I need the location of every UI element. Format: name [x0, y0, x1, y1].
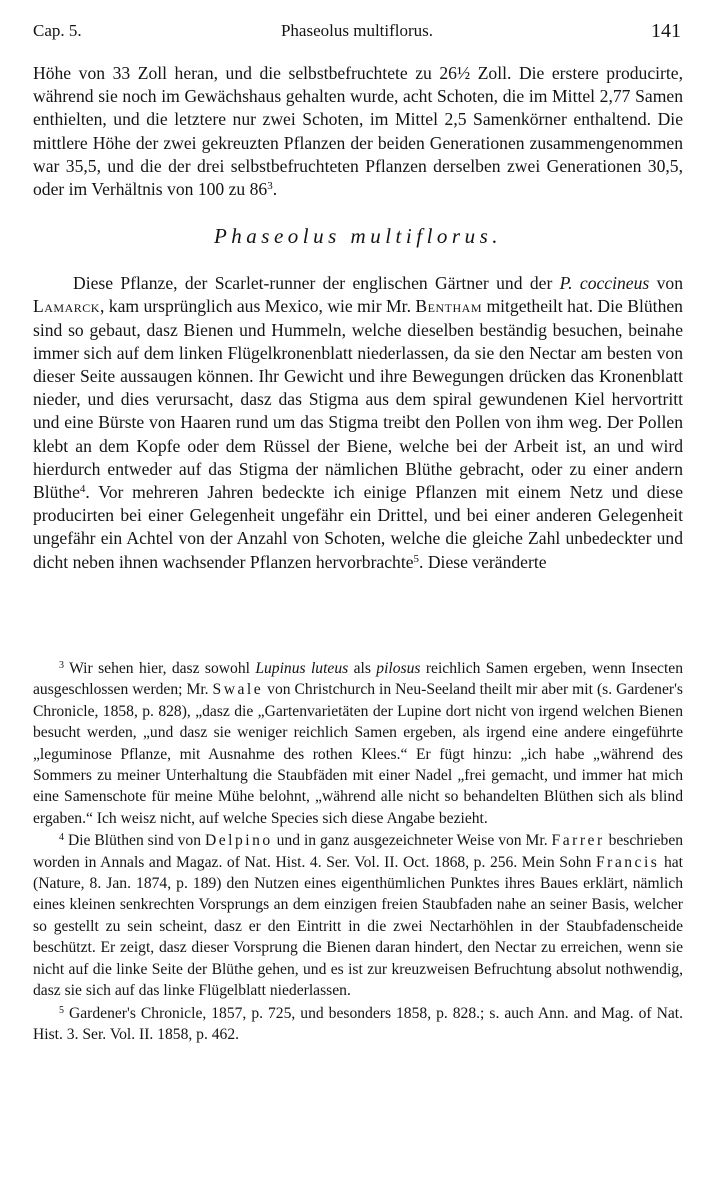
- continuation-paragraph: Höhe von 33 Zoll heran, und die selbstbefruchtete zu 26½ Zoll. Die erstere producirte, während sie noch im Gewächshaus gehalten wurde, acht Schoten, die im Mittel 2,77 Samen enthielten, und die letztere nur zwei Schoten, im Mittel 2,5 Samenkörner enthaltend. Die mittlere Höhe der zwei gekreuzten Pflanzen der beiden Generationen zusammengenommen war 35,5, und die der drei selbstbefruchteten Pflanzen derselben zwei Generationen 30,5, oder im Verhältnis von 100 zu $86^3$.: [33, 63, 683, 200]
- running-header: [33, 16, 681, 46]
- person-name: Farrer: [551, 832, 605, 850]
- person-name: Delpino: [204, 832, 273, 850]
- footnote-text: Gardener's Chronicle, 1857, p. 725, und besonders 1858, p. 828.; s. auch Ann. and Mag. of Nat. Hist. 3. Ser. Vol. II. 1858, p. 462.: [33, 1004, 683, 1043]
- footnote-text: beschrieben worden in Annals and Magaz. of Nat. Hist. 4. Ser. Vol. II. Oct. 1868, p. 256. Mein Sohn: [33, 832, 684, 871]
- paragraph-text: , kam ursprünglich aus Mexico, wie mir Mr.: [99, 296, 411, 317]
- paragraph-text: . Diese veränderte: [419, 551, 547, 572]
- paragraph-text: . Vor mehreren Jahren bedeckte ich einige Pflanzen mit einem Netz und diese producirten bei einer Gelegenheit ungefähr ein Drittel, und bei einer anderen Gelegenheit ungefähr ein Achtel von der Anzahl von Schoten, welche die gleiche Zahl unbedeckter und dicht neben ihnen wachsender Pflanzen hervorbrachte: [33, 482, 683, 572]
- main-paragraph: [33, 272, 683, 574]
- paragraph-text: mitgetheilt hat. Die Blüthen sind so gebaut, dasz Bienen und Hummeln, welche dieselben beständig besuchen, beinahe immer sich auf dem linken Flügelkronenblatt niederlassen, da sie den Nectar am besten von dieser Seite aussaugen können. Ihr Gewicht und ihre Bewegungen drücken das Kronenblatt nieder, und dies verursacht, dasz das Stigma aus dem spiral gewundenen Kiel hervortritt und eine Bürste von Haaren rund um das Stigma treibt den Pollen von ihm weg. Der Pollen klebt an dem Kopfe oder dem Rüssel der Biene, welche bei der Arbeit ist, an und wird hierdurch entweder auf das Stigma der nämlichen Blüthe gebracht, oder zu einer andern Blüthe: [33, 296, 683, 503]
- main-text: [33, 62, 683, 574]
- page-number: 141: [651, 20, 681, 42]
- paragraph-text: Diese Pflanze, der Scarlet-runner der englischen Gärtner und der: [73, 273, 553, 294]
- footnote-number: 3: [59, 660, 64, 671]
- running-title: Phaseolus multiflorus.: [280, 21, 434, 40]
- footnotes: [33, 658, 683, 1046]
- species-name: pilosus: [376, 660, 421, 677]
- footnote-text: und in ganz ausgezeichneter Weise von Mr.: [276, 832, 548, 850]
- chapter-label: Cap. 5.: [33, 21, 82, 40]
- footnote-ref-5: 5: [413, 552, 420, 565]
- section-heading: Phaseolus multiflorus.: [213, 224, 502, 249]
- footnote-text: reichlich Samen ergeben, wenn Insecten ausgeschlossen werden; Mr.: [33, 660, 683, 699]
- footnote-text: hat (Nature, 8. Jan. 1874, p. 189) den Nutzen eines eigenthümlichen Punktes ihres Baues erklärt, nämlich eines kleinen senkrechten Vorsprungs an dem einzigen freien Staubfaden nahe an seiner Basis, welcher so gestellt zu sein scheint, dasz er den Eintritt in die zwei Nectarhöhlen in der Staubfadenscheide beschützt. Er zeigt, dasz dieser Vorsprung die Bienen daran hindert, den Nectar zu erreichen, wenn sie nicht auf die linke Seite der Blüthe gehen, und es ist zur kreuzweisen Befruchtung absolut nothwendig, dasz sie sich auf das linke Flügelblatt niederlassen.: [33, 853, 683, 1000]
- footnote-number: 4: [59, 832, 64, 844]
- person-name: Francis: [595, 853, 660, 871]
- footnote-text: Wir sehen hier, dasz sowohl: [69, 660, 250, 677]
- author-name: Lamarck: [33, 296, 100, 317]
- person-name: Swale: [212, 681, 264, 699]
- footnote-text: von Christchurch in Neu-Seeland theilt mir aber mit (s. Gardener's Chronicle, 1858, p. 828), „dasz die „Gartenvarietäten der Lupine dort nicht von irgend welchen Bienen besucht werden, „und dasz sie weniger reichlich Samen ergeben, als irgend eine andere eingeführte „leguminose Pflanze, mit Ausnahme des rothen Klees.“ Er fügt hinzu: „ich habe „während des Sommers zu meiner Unterhaltung die Staubfäden mit einer Nadel „frei gemacht, und immer hat mich eine Samenschote für meine Mühe belohnt, „während alle nicht so behandelten Blüthen sich als blind ergaben.“ Ich weisz nicht, auf welche Species sich diese Angabe bezieht.: [33, 681, 683, 827]
- footnote-text: Die Blüthen sind von: [67, 832, 201, 850]
- footnote-number: 5: [59, 1004, 64, 1016]
- species-name: P. coccineus: [559, 273, 650, 294]
- footnote-4: [33, 830, 683, 1001]
- species-name: Lupinus luteus: [255, 660, 349, 677]
- paragraph-text: von: [656, 273, 683, 294]
- author-name: Bentham: [415, 296, 482, 317]
- footnote-text: als: [353, 660, 371, 677]
- footnote-3: [33, 658, 683, 829]
- footnote-5: [33, 1003, 683, 1046]
- footnote-ref-4: 4: [79, 483, 86, 496]
- footnote-ref-3: 3: [267, 180, 273, 193]
- continuation-text: Höhe von 33 Zoll heran, und die selbstbefruchtete zu 26½ Zoll. Die erstere producirte, während sie noch im Gewächshaus gehalten wurde, acht Schoten, die im Mittel 2,77 Samen enthielten, und die letztere nur zwei Schoten, im Mittel 2,5 Samenkörner enthaltend. Die mittlere Höhe der zwei gekreuzten Pflanzen der beiden Generationen zusammengenommen war 35,5, und die der drei selbstbefruchteten Pflanzen derselben zwei Generationen 30,5, oder im Verhältnis von 100 zu 86: [33, 63, 683, 200]
